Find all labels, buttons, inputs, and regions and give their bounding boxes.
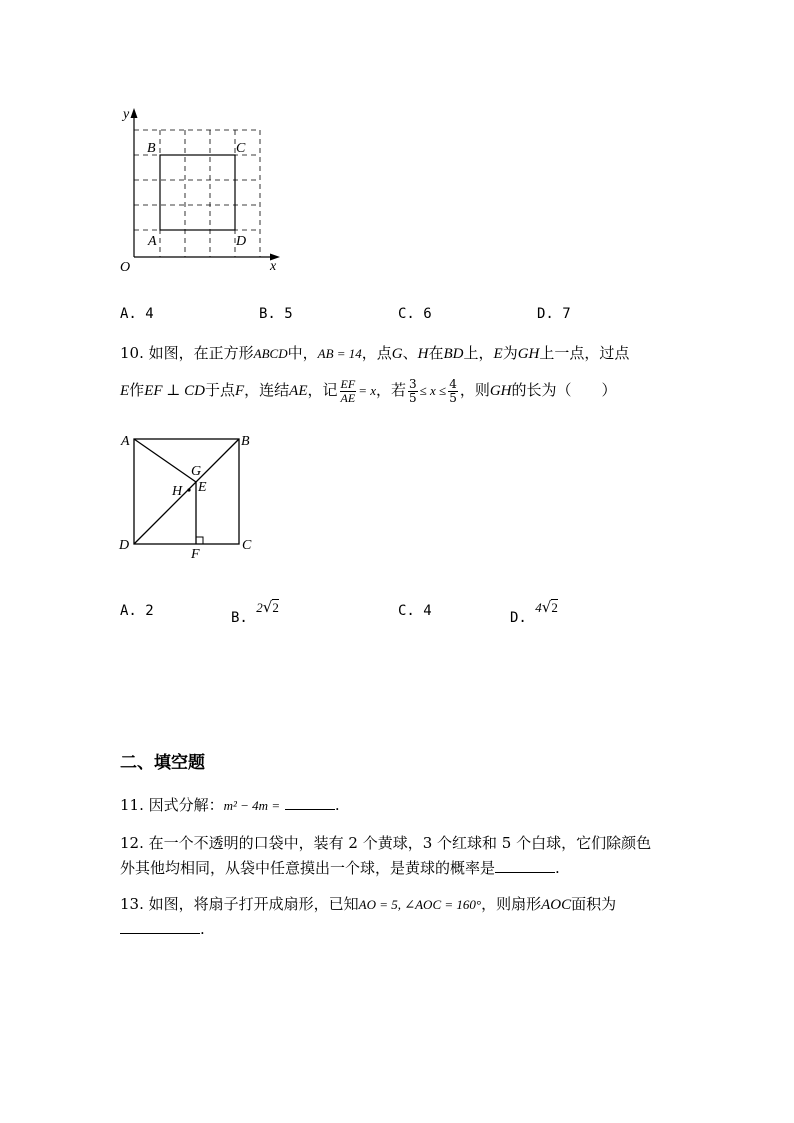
q10-ab-eq: AB = 14 bbox=[317, 346, 362, 361]
section-title: 二、填空题 bbox=[120, 753, 205, 773]
q13-end: 面积为 bbox=[571, 895, 617, 913]
q10-sep: 、 bbox=[402, 344, 418, 362]
q11-prefix: 11. 因式分解： bbox=[120, 796, 224, 814]
q10-zuo: 作 bbox=[129, 381, 145, 399]
q10-zhong: 中， bbox=[287, 344, 318, 362]
q10-eq-x: = x bbox=[358, 383, 376, 398]
q10-option-b-coef: 2 bbox=[256, 600, 263, 615]
q10-label-f: F bbox=[191, 547, 200, 562]
q10-label-h: H bbox=[172, 484, 183, 499]
q10-option-c: C. 4 bbox=[398, 603, 432, 619]
q12-answer-blank[interactable] bbox=[495, 858, 555, 873]
q9-label-a: A bbox=[148, 234, 157, 249]
q10-r1-den: 5 bbox=[409, 390, 417, 405]
q13-answer-blank[interactable] bbox=[120, 919, 200, 934]
q13-line2 bbox=[120, 919, 205, 939]
q10-segment-ae bbox=[134, 439, 196, 482]
q10-shang: 上， bbox=[463, 344, 494, 362]
sqrt-icon: √ bbox=[262, 598, 273, 616]
q10-label-g: G bbox=[191, 464, 202, 479]
q10-label-b: B bbox=[241, 434, 250, 449]
q12-line2 bbox=[120, 858, 560, 878]
q10-label-e: E bbox=[198, 480, 207, 495]
q10-gh2: GH bbox=[489, 383, 512, 399]
q9-option-d: D. 7 bbox=[537, 306, 571, 322]
q11-answer-blank[interactable] bbox=[285, 795, 335, 810]
q9-option-c: C. 6 bbox=[398, 306, 432, 322]
q13-line1 bbox=[120, 894, 616, 915]
q10-label-d: D bbox=[119, 538, 130, 553]
q10-line1-end: 上一点，过点 bbox=[539, 344, 630, 362]
q13-mid: ，则扇形 bbox=[481, 895, 542, 913]
q10-comma-dian: ，点 bbox=[361, 344, 392, 362]
q10-diagonal-bd bbox=[134, 439, 239, 544]
q10-f: F bbox=[234, 383, 245, 399]
q10-yu-dian: 于点 bbox=[204, 381, 235, 399]
q9-y-arrow bbox=[131, 108, 138, 118]
q13-prefix: 13. 如图，将扇子打开成扇形，已知 bbox=[120, 895, 359, 913]
q10-option-d-prefix: D. bbox=[510, 610, 527, 626]
q9-figure bbox=[112, 100, 292, 280]
q10-option-a: A. 2 bbox=[120, 603, 154, 619]
q13-aoc: AOC bbox=[541, 897, 572, 913]
q10-r2-den: 5 bbox=[449, 390, 457, 405]
q10-r1-num: 3 bbox=[409, 376, 417, 391]
q9-label-x: x bbox=[270, 259, 277, 274]
q10-ji: ，记 bbox=[307, 381, 338, 399]
q10-ineq: ≤ x ≤ bbox=[419, 383, 447, 398]
q10-frac-den: AE bbox=[340, 390, 356, 405]
q10-stem-line1 bbox=[120, 343, 629, 364]
q9-label-o: O bbox=[120, 260, 131, 275]
q9-label-b: B bbox=[147, 141, 156, 156]
q12-suffix: . bbox=[555, 859, 560, 877]
q10-r2-num: 4 bbox=[449, 376, 457, 391]
q10-number: 10. bbox=[120, 344, 144, 362]
q10-figure bbox=[112, 428, 262, 563]
q10-ze: ，则 bbox=[459, 381, 490, 399]
q10-intro: 如图，在正方形 bbox=[148, 344, 254, 362]
q10-ae: AE bbox=[289, 383, 308, 399]
q13-math: AO = 5, ∠AOC = 160° bbox=[358, 897, 482, 912]
q10-g: G bbox=[391, 346, 403, 362]
q10-option-d bbox=[510, 598, 558, 626]
q12-line2-text: 外其他均相同，从袋中任意摸出一个球，是黄球的概率是 bbox=[120, 859, 496, 877]
q9-label-c: C bbox=[236, 141, 246, 156]
q10-point-h bbox=[187, 488, 190, 491]
q10-option-d-radicand: 2 bbox=[551, 600, 558, 615]
q10-label-a: A bbox=[121, 434, 130, 449]
q10-option-b bbox=[231, 598, 279, 626]
q10-label-c: C bbox=[242, 538, 252, 553]
q10-line2-e: E bbox=[120, 383, 130, 399]
q9-label-y: y bbox=[123, 107, 130, 122]
q10-square-name: ABCD bbox=[253, 346, 288, 361]
q10-right-angle-mark bbox=[196, 537, 203, 544]
q10-e: E bbox=[493, 346, 503, 362]
q10-zai: 在 bbox=[428, 344, 444, 362]
q10-stem-line2 bbox=[120, 375, 617, 406]
q10-wei: 为 bbox=[502, 344, 518, 362]
q10-h: H bbox=[417, 346, 429, 362]
q10-gh: GH bbox=[517, 346, 540, 362]
q10-ef-perp-cd: EF ⊥ CD bbox=[144, 383, 205, 399]
q10-ratio-low bbox=[408, 378, 418, 405]
q10-ruo: ，若 bbox=[375, 381, 406, 399]
q10-bd: BD bbox=[443, 346, 464, 362]
q11-suffix: . bbox=[334, 796, 340, 814]
q10-ratio-high bbox=[448, 378, 458, 405]
q13-suffix: . bbox=[200, 920, 205, 938]
q11-expr: m² − 4m = bbox=[223, 798, 281, 813]
q9-label-d: D bbox=[236, 234, 247, 249]
q9-option-b: B. 5 bbox=[259, 306, 293, 322]
q11 bbox=[120, 795, 340, 816]
q10-fraction-ef-ae bbox=[340, 378, 357, 405]
q10-option-b-radicand: 2 bbox=[272, 600, 279, 615]
sqrt-icon: √ bbox=[541, 598, 552, 616]
q10-option-b-prefix: B. bbox=[231, 610, 248, 626]
q12-line1: 12. 在一个不透明的口袋中，装有 2 个黄球，3 个红球和 5 个白球，它们除颜色 bbox=[120, 834, 652, 852]
q10-frac-num: EF bbox=[340, 376, 356, 391]
q10-option-d-coef: 4 bbox=[535, 600, 542, 615]
q10-tail: 的长为（ ） bbox=[511, 381, 617, 399]
q9-option-a: A. 4 bbox=[120, 306, 154, 322]
q9-square-abcd bbox=[160, 155, 235, 230]
q10-lianjie: ，连结 bbox=[244, 381, 290, 399]
